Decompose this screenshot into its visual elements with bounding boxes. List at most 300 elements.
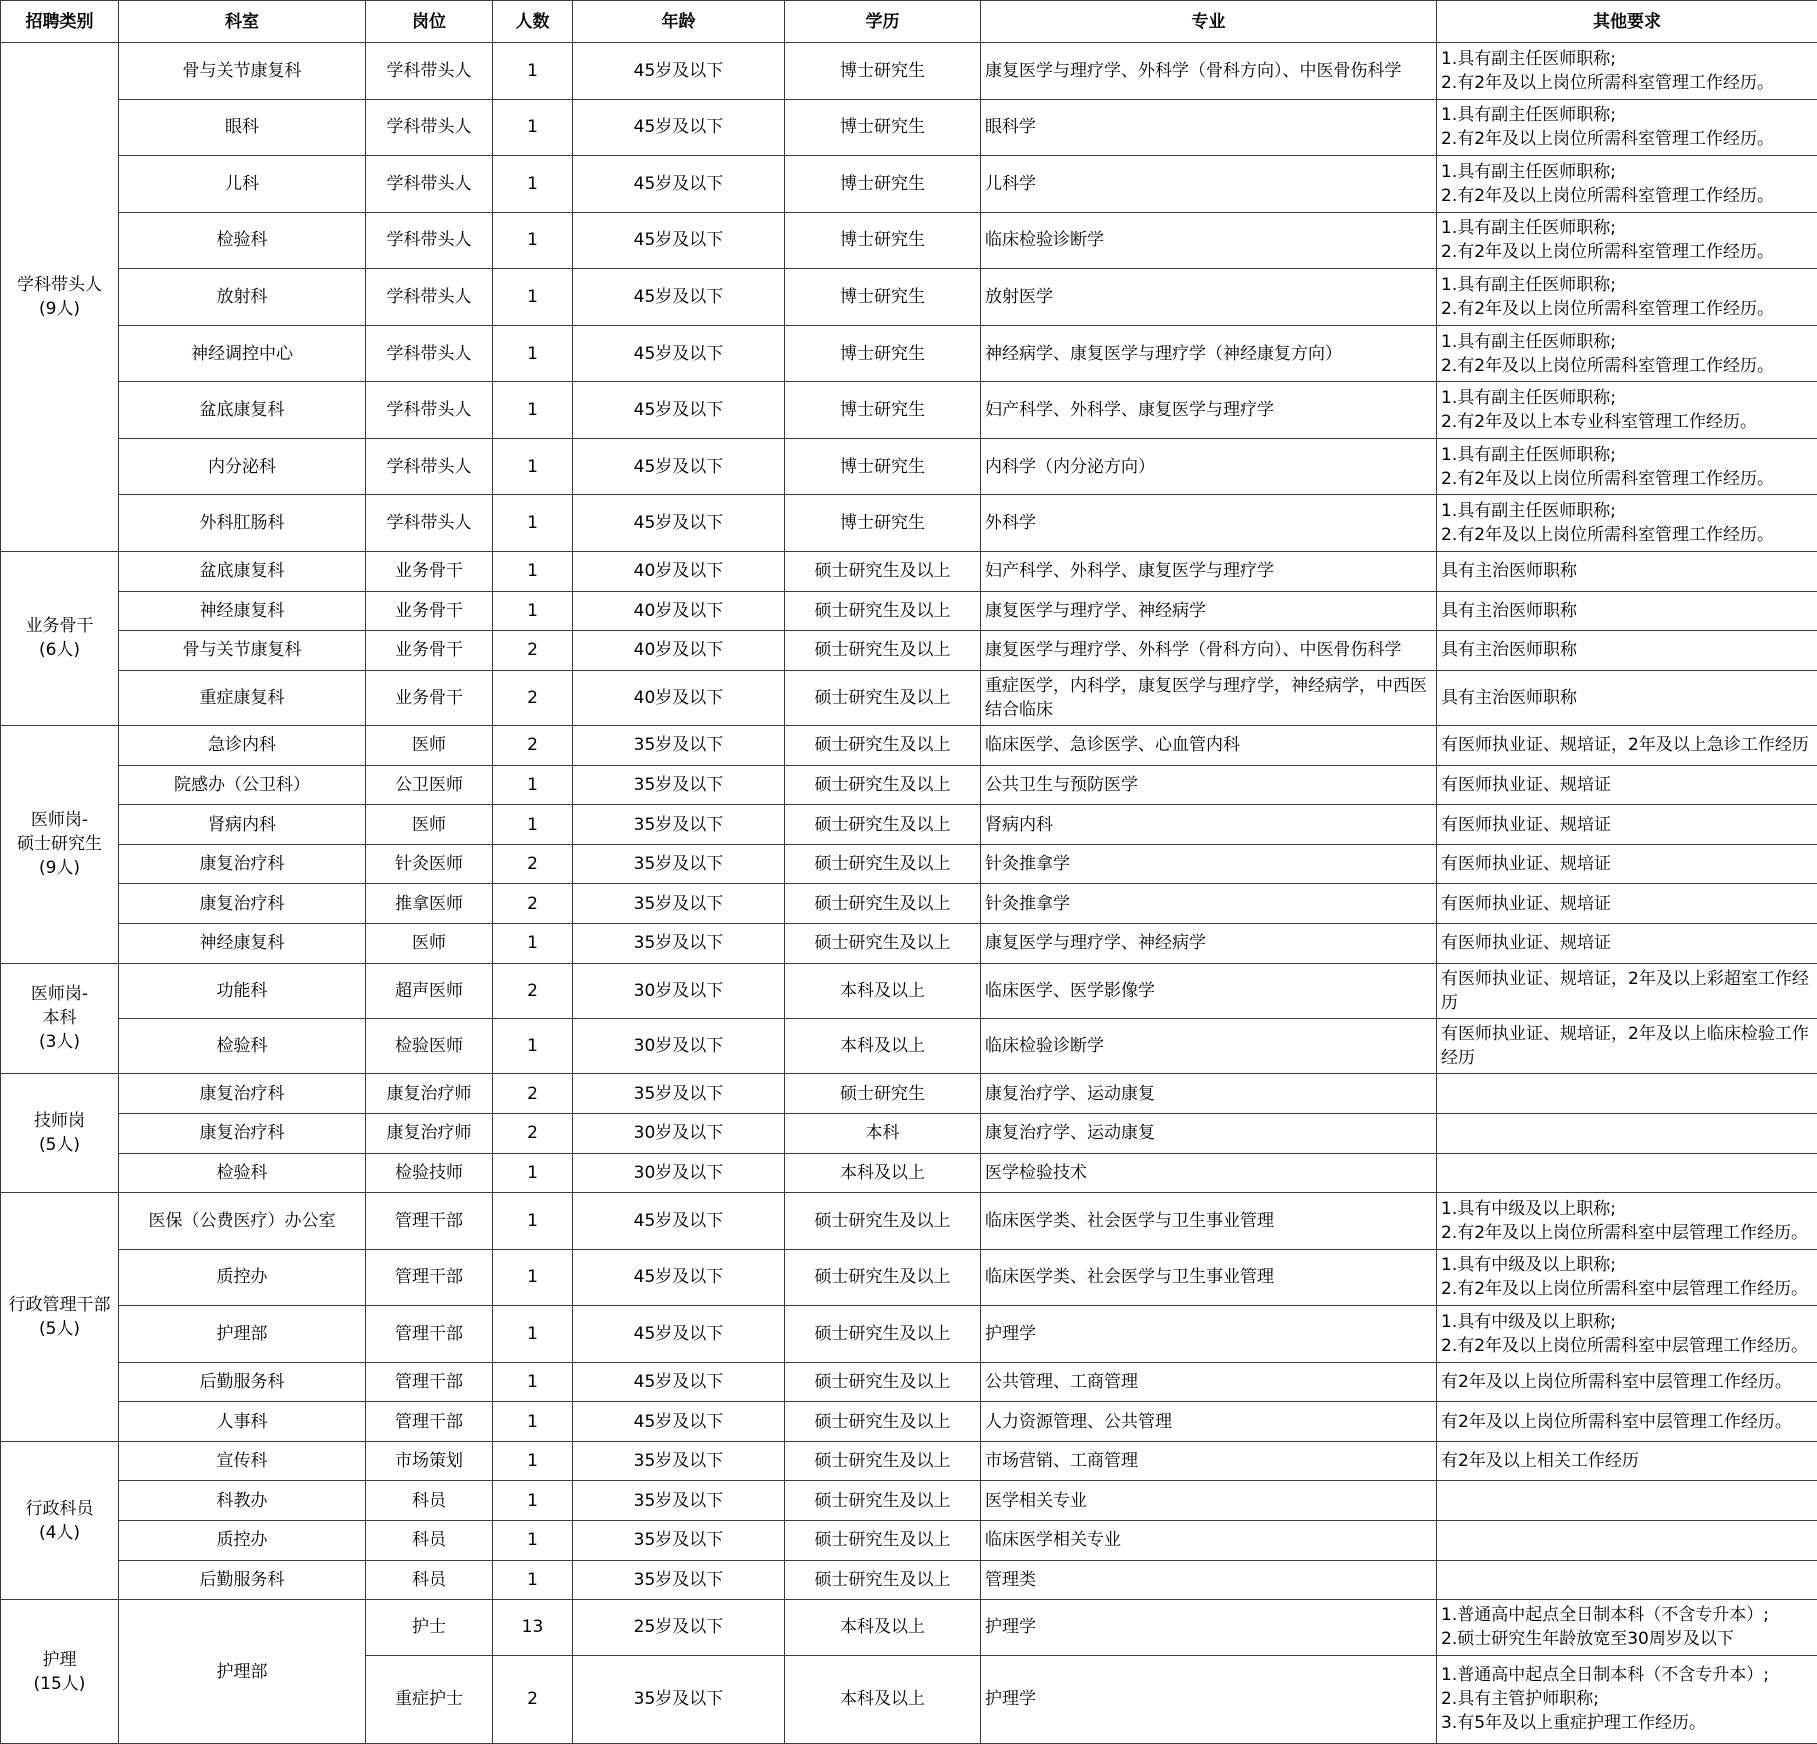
requirement-line: 有2年及以上相关工作经历 xyxy=(1441,1451,1639,1472)
requirement-line: 有医师执业证、规培证 xyxy=(1441,774,1611,795)
position-cell: 学科带头人 xyxy=(366,495,493,552)
table-row xyxy=(1,670,1817,725)
position-cell: 医师 xyxy=(366,726,493,766)
major-cell: 放射医学 xyxy=(981,269,1437,326)
table-row xyxy=(1,1074,1817,1114)
position-cell: 检验技师 xyxy=(366,1153,493,1193)
other-requirements-cell xyxy=(1437,99,1817,156)
education-cell: 博士研究生 xyxy=(785,495,981,552)
requirement-line: 2.有2年及以上岗位所需科室管理工作经历。 xyxy=(1441,355,1775,376)
position-cell: 业务骨干 xyxy=(366,591,493,631)
position-cell: 学科带头人 xyxy=(366,212,493,269)
department-cell: 盆底康复科 xyxy=(119,382,366,439)
category-cell xyxy=(1,726,119,963)
department-cell: 康复治疗科 xyxy=(119,1113,366,1153)
education-cell: 硕士研究生及以上 xyxy=(785,1362,981,1402)
other-requirements-cell xyxy=(1437,325,1817,382)
header-other: 其他要求 xyxy=(1437,1,1817,43)
category-label-line: (9人) xyxy=(38,298,81,319)
education-cell: 本科及以上 xyxy=(785,1153,981,1193)
table-row xyxy=(1,631,1817,671)
department-cell: 康复治疗科 xyxy=(119,844,366,884)
table-row xyxy=(1,963,1817,1018)
major-cell: 神经病学、康复医学与理疗学（神经康复方向） xyxy=(981,325,1437,382)
education-cell: 硕士研究生及以上 xyxy=(785,1193,981,1250)
category-label-line: 医师岗- xyxy=(30,810,89,831)
age-cell: 35岁及以下 xyxy=(573,1074,785,1114)
table-row xyxy=(1,1521,1817,1561)
count-cell: 1 xyxy=(493,805,573,845)
table-row xyxy=(1,923,1817,963)
age-cell: 45岁及以下 xyxy=(573,1402,785,1442)
age-cell: 35岁及以下 xyxy=(573,844,785,884)
department-cell: 检验科 xyxy=(119,1153,366,1193)
count-cell: 2 xyxy=(493,726,573,766)
header-position: 岗位 xyxy=(366,1,493,43)
major-cell: 护理学 xyxy=(981,1655,1437,1743)
table-row xyxy=(1,156,1817,213)
education-cell: 博士研究生 xyxy=(785,382,981,439)
education-cell: 博士研究生 xyxy=(785,325,981,382)
education-cell: 硕士研究生及以上 xyxy=(785,1481,981,1521)
department-cell: 神经康复科 xyxy=(119,923,366,963)
education-cell: 硕士研究生及以上 xyxy=(785,1306,981,1363)
education-cell: 硕士研究生及以上 xyxy=(785,765,981,805)
header-education: 学历 xyxy=(785,1,981,43)
table-row xyxy=(1,1441,1817,1481)
requirement-line: 2.有2年及以上岗位所需科室管理工作经历。 xyxy=(1441,468,1775,489)
category-cell xyxy=(1,1600,119,1744)
count-cell: 1 xyxy=(493,1481,573,1521)
department-cell: 内分泌科 xyxy=(119,438,366,495)
major-cell: 管理类 xyxy=(981,1560,1437,1600)
other-requirements-cell xyxy=(1437,156,1817,213)
position-cell: 管理干部 xyxy=(366,1362,493,1402)
age-cell: 45岁及以下 xyxy=(573,43,785,100)
department-cell: 神经康复科 xyxy=(119,591,366,631)
major-cell: 儿科学 xyxy=(981,156,1437,213)
position-cell: 医师 xyxy=(366,923,493,963)
table-row xyxy=(1,495,1817,552)
education-cell: 硕士研究生及以上 xyxy=(785,1402,981,1442)
major-cell: 康复医学与理疗学、外科学（骨科方向）、中医骨伤科学 xyxy=(981,631,1437,671)
department-cell: 康复治疗科 xyxy=(119,1074,366,1114)
position-cell: 康复治疗师 xyxy=(366,1113,493,1153)
other-requirements-cell xyxy=(1437,1402,1817,1442)
education-cell: 硕士研究生及以上 xyxy=(785,1441,981,1481)
position-cell: 科员 xyxy=(366,1481,493,1521)
table-row xyxy=(1,1249,1817,1306)
table-row xyxy=(1,1306,1817,1363)
requirement-line: 具有主治医师职称 xyxy=(1441,640,1577,661)
count-cell: 1 xyxy=(493,1362,573,1402)
header-category: 招聘类别 xyxy=(1,1,119,43)
age-cell: 45岁及以下 xyxy=(573,1306,785,1363)
requirement-line: 有医师执业证、规培证 xyxy=(1441,933,1611,954)
major-cell: 康复治疗学、运动康复 xyxy=(981,1074,1437,1114)
age-cell: 45岁及以下 xyxy=(573,1362,785,1402)
position-cell: 检验医师 xyxy=(366,1018,493,1073)
other-requirements-cell xyxy=(1437,1441,1817,1481)
header-department: 科室 xyxy=(119,1,366,43)
table-row xyxy=(1,1560,1817,1600)
other-requirements-cell xyxy=(1437,726,1817,766)
requirement-line: 2.有2年及以上岗位所需科室中层管理工作经历。 xyxy=(1441,1222,1809,1243)
requirement-line: 3.有5年及以上重症护理工作经历。 xyxy=(1441,1713,1707,1734)
education-cell: 硕士研究生及以上 xyxy=(785,884,981,924)
count-cell: 1 xyxy=(493,1441,573,1481)
age-cell: 45岁及以下 xyxy=(573,325,785,382)
age-cell: 35岁及以下 xyxy=(573,1521,785,1561)
category-label-line: (4人) xyxy=(38,1522,81,1543)
requirement-line: 1.普通高中起点全日制本科（不含专升本）; xyxy=(1441,1605,1769,1626)
major-cell: 临床医学、急诊医学、心血管内科 xyxy=(981,726,1437,766)
count-cell: 2 xyxy=(493,884,573,924)
age-cell: 35岁及以下 xyxy=(573,1560,785,1600)
category-label-line: (15人) xyxy=(33,1673,86,1694)
count-cell: 1 xyxy=(493,382,573,439)
position-cell: 针灸医师 xyxy=(366,844,493,884)
department-cell: 院感办（公卫科） xyxy=(119,765,366,805)
other-requirements-cell xyxy=(1437,1153,1817,1193)
header-count: 人数 xyxy=(493,1,573,43)
major-cell: 市场营销、工商管理 xyxy=(981,1441,1437,1481)
count-cell: 2 xyxy=(493,1655,573,1743)
category-label-line: 医师岗- xyxy=(30,984,89,1005)
major-cell: 康复医学与理疗学、外科学（骨科方向）、中医骨伤科学 xyxy=(981,43,1437,100)
education-cell: 本科 xyxy=(785,1113,981,1153)
count-cell: 1 xyxy=(493,1018,573,1073)
table-row xyxy=(1,726,1817,766)
other-requirements-cell xyxy=(1437,1600,1817,1655)
requirement-line: 有医师执业证、规培证 xyxy=(1441,814,1611,835)
requirement-line: 1.具有副主任医师职称; xyxy=(1441,274,1616,295)
major-cell: 康复医学与理疗学、神经病学 xyxy=(981,591,1437,631)
requirement-line: 2.有2年及以上岗位所需科室管理工作经历。 xyxy=(1441,242,1775,263)
table-row xyxy=(1,1402,1817,1442)
department-cell: 护理部 xyxy=(119,1600,366,1744)
education-cell: 本科及以上 xyxy=(785,1655,981,1743)
other-requirements-cell xyxy=(1437,1481,1817,1521)
major-cell: 临床医学类、社会医学与卫生事业管理 xyxy=(981,1193,1437,1250)
department-cell: 儿科 xyxy=(119,156,366,213)
count-cell: 1 xyxy=(493,1560,573,1600)
age-cell: 40岁及以下 xyxy=(573,551,785,591)
education-cell: 硕士研究生及以上 xyxy=(785,670,981,725)
position-cell: 护士 xyxy=(366,1600,493,1655)
age-cell: 25岁及以下 xyxy=(573,1600,785,1655)
age-cell: 45岁及以下 xyxy=(573,382,785,439)
other-requirements-cell xyxy=(1437,844,1817,884)
age-cell: 40岁及以下 xyxy=(573,631,785,671)
requirement-line: 具有主治医师职称 xyxy=(1441,687,1577,708)
age-cell: 45岁及以下 xyxy=(573,269,785,326)
major-cell: 临床医学相关专业 xyxy=(981,1521,1437,1561)
position-cell: 医师 xyxy=(366,805,493,845)
other-requirements-cell xyxy=(1437,1018,1817,1073)
education-cell: 硕士研究生及以上 xyxy=(785,726,981,766)
education-cell: 硕士研究生及以上 xyxy=(785,551,981,591)
count-cell: 2 xyxy=(493,631,573,671)
major-cell: 公共卫生与预防医学 xyxy=(981,765,1437,805)
education-cell: 博士研究生 xyxy=(785,43,981,100)
requirement-line: 有医师执业证、规培证，2年及以上彩超室工作经历 xyxy=(1441,968,1809,1013)
other-requirements-cell xyxy=(1437,382,1817,439)
requirement-line: 有医师执业证、规培证，2年及以上临床检验工作经历 xyxy=(1441,1024,1809,1069)
category-cell xyxy=(1,43,119,552)
requirement-line: 1.具有副主任医师职称; xyxy=(1441,501,1616,522)
age-cell: 30岁及以下 xyxy=(573,1018,785,1073)
major-cell: 针灸推拿学 xyxy=(981,844,1437,884)
table-row xyxy=(1,382,1817,439)
count-cell: 1 xyxy=(493,551,573,591)
other-requirements-cell xyxy=(1437,1362,1817,1402)
table-row xyxy=(1,43,1817,100)
position-cell: 管理干部 xyxy=(366,1193,493,1250)
table-row xyxy=(1,1362,1817,1402)
category-label-line: 护理 xyxy=(42,1649,77,1670)
count-cell: 1 xyxy=(493,1521,573,1561)
age-cell: 45岁及以下 xyxy=(573,156,785,213)
requirement-line: 2.硕士研究生年龄放宽至30周岁及以下 xyxy=(1441,1629,1734,1650)
other-requirements-cell xyxy=(1437,631,1817,671)
other-requirements-cell xyxy=(1437,1193,1817,1250)
major-cell: 重症医学，内科学，康复医学与理疗学，神经病学，中西医结合临床 xyxy=(981,670,1437,725)
department-cell: 护理部 xyxy=(119,1306,366,1363)
education-cell: 博士研究生 xyxy=(785,156,981,213)
department-cell: 功能科 xyxy=(119,963,366,1018)
education-cell: 本科及以上 xyxy=(785,1018,981,1073)
requirement-line: 1.具有副主任医师职称; xyxy=(1441,161,1616,182)
age-cell: 40岁及以下 xyxy=(573,591,785,631)
major-cell: 针灸推拿学 xyxy=(981,884,1437,924)
table-row xyxy=(1,884,1817,924)
table-row xyxy=(1,765,1817,805)
requirement-line: 2.有2年及以上岗位所需科室中层管理工作经历。 xyxy=(1441,1279,1809,1300)
department-cell: 宣传科 xyxy=(119,1441,366,1481)
table-row xyxy=(1,212,1817,269)
major-cell: 肾病内科 xyxy=(981,805,1437,845)
department-cell: 重症康复科 xyxy=(119,670,366,725)
other-requirements-cell xyxy=(1437,963,1817,1018)
age-cell: 35岁及以下 xyxy=(573,805,785,845)
age-cell: 45岁及以下 xyxy=(573,1249,785,1306)
requirement-line: 1.具有副主任医师职称; xyxy=(1441,331,1616,352)
age-cell: 35岁及以下 xyxy=(573,923,785,963)
major-cell: 内科学（内分泌方向） xyxy=(981,438,1437,495)
department-cell: 神经调控中心 xyxy=(119,325,366,382)
count-cell: 13 xyxy=(493,1600,573,1655)
requirement-line: 有2年及以上岗位所需科室中层管理工作经历。 xyxy=(1441,1411,1792,1432)
table-row xyxy=(1,1600,1817,1655)
table-row xyxy=(1,591,1817,631)
age-cell: 45岁及以下 xyxy=(573,99,785,156)
department-cell: 检验科 xyxy=(119,1018,366,1073)
position-cell: 业务骨干 xyxy=(366,631,493,671)
category-label-line: 业务骨干 xyxy=(25,616,94,637)
education-cell: 硕士研究生及以上 xyxy=(785,923,981,963)
age-cell: 30岁及以下 xyxy=(573,963,785,1018)
education-cell: 本科及以上 xyxy=(785,963,981,1018)
department-cell: 质控办 xyxy=(119,1249,366,1306)
position-cell: 学科带头人 xyxy=(366,269,493,326)
age-cell: 35岁及以下 xyxy=(573,1441,785,1481)
table-row xyxy=(1,438,1817,495)
category-cell xyxy=(1,1193,119,1442)
requirement-line: 1.具有中级及以上职称; xyxy=(1441,1255,1616,1276)
department-cell: 眼科 xyxy=(119,99,366,156)
category-label-line: (3人) xyxy=(38,1032,81,1053)
department-cell: 医保（公费医疗）办公室 xyxy=(119,1193,366,1250)
table-row xyxy=(1,551,1817,591)
major-cell: 妇产科学、外科学、康复医学与理疗学 xyxy=(981,382,1437,439)
count-cell: 1 xyxy=(493,325,573,382)
other-requirements-cell xyxy=(1437,438,1817,495)
age-cell: 35岁及以下 xyxy=(573,1655,785,1743)
education-cell: 博士研究生 xyxy=(785,212,981,269)
position-cell: 学科带头人 xyxy=(366,382,493,439)
count-cell: 1 xyxy=(493,212,573,269)
other-requirements-cell xyxy=(1437,43,1817,100)
count-cell: 2 xyxy=(493,963,573,1018)
requirement-line: 1.具有副主任医师职称; xyxy=(1441,218,1616,239)
other-requirements-cell xyxy=(1437,212,1817,269)
major-cell: 妇产科学、外科学、康复医学与理疗学 xyxy=(981,551,1437,591)
count-cell: 1 xyxy=(493,269,573,326)
department-cell: 人事科 xyxy=(119,1402,366,1442)
age-cell: 45岁及以下 xyxy=(573,212,785,269)
category-label-line: 本科 xyxy=(42,1008,77,1029)
department-cell: 盆底康复科 xyxy=(119,551,366,591)
position-cell: 学科带头人 xyxy=(366,325,493,382)
education-cell: 硕士研究生及以上 xyxy=(785,1521,981,1561)
requirement-line: 1.具有副主任医师职称; xyxy=(1441,105,1616,126)
position-cell: 管理干部 xyxy=(366,1402,493,1442)
category-label-line: 学科带头人 xyxy=(17,274,102,295)
category-cell xyxy=(1,1074,119,1193)
count-cell: 1 xyxy=(493,765,573,805)
major-cell: 临床检验诊断学 xyxy=(981,1018,1437,1073)
major-cell: 医学检验技术 xyxy=(981,1153,1437,1193)
department-cell: 后勤服务科 xyxy=(119,1560,366,1600)
position-cell: 重症护士 xyxy=(366,1655,493,1743)
count-cell: 1 xyxy=(493,1402,573,1442)
age-cell: 35岁及以下 xyxy=(573,765,785,805)
position-cell: 康复治疗师 xyxy=(366,1074,493,1114)
department-cell: 骨与关节康复科 xyxy=(119,43,366,100)
age-cell: 35岁及以下 xyxy=(573,726,785,766)
requirement-line: 具有主治医师职称 xyxy=(1441,600,1577,621)
count-cell: 2 xyxy=(493,844,573,884)
department-cell: 科教办 xyxy=(119,1481,366,1521)
requirement-line: 2.有2年及以上岗位所需科室管理工作经历。 xyxy=(1441,72,1775,93)
age-cell: 45岁及以下 xyxy=(573,438,785,495)
header-age: 年龄 xyxy=(573,1,785,43)
major-cell: 康复治疗学、运动康复 xyxy=(981,1113,1437,1153)
count-cell: 1 xyxy=(493,438,573,495)
department-cell: 检验科 xyxy=(119,212,366,269)
age-cell: 35岁及以下 xyxy=(573,1481,785,1521)
major-cell: 医学相关专业 xyxy=(981,1481,1437,1521)
department-cell: 骨与关节康复科 xyxy=(119,631,366,671)
department-cell: 外科肛肠科 xyxy=(119,495,366,552)
education-cell: 博士研究生 xyxy=(785,269,981,326)
education-cell: 硕士研究生及以上 xyxy=(785,631,981,671)
header-major: 专业 xyxy=(981,1,1437,43)
other-requirements-cell xyxy=(1437,591,1817,631)
requirement-line: 2.有2年及以上岗位所需科室管理工作经历。 xyxy=(1441,298,1775,319)
other-requirements-cell xyxy=(1437,1655,1817,1743)
education-cell: 硕士研究生及以上 xyxy=(785,844,981,884)
count-cell: 1 xyxy=(493,1249,573,1306)
major-cell: 外科学 xyxy=(981,495,1437,552)
count-cell: 1 xyxy=(493,1306,573,1363)
table-row xyxy=(1,1113,1817,1153)
table-row xyxy=(1,1153,1817,1193)
requirement-line: 2.具有主管护师职称; xyxy=(1441,1689,1599,1710)
category-label-line: (5人) xyxy=(38,1318,81,1339)
category-cell xyxy=(1,1441,119,1599)
position-cell: 业务骨干 xyxy=(366,670,493,725)
other-requirements-cell xyxy=(1437,551,1817,591)
requirement-line: 2.有2年及以上岗位所需科室中层管理工作经历。 xyxy=(1441,1335,1809,1356)
position-cell: 科员 xyxy=(366,1560,493,1600)
other-requirements-cell xyxy=(1437,1249,1817,1306)
category-label-line: (9人) xyxy=(38,858,81,879)
position-cell: 学科带头人 xyxy=(366,438,493,495)
requirement-line: 1.具有副主任医师职称; xyxy=(1441,444,1616,465)
requirement-line: 1.普通高中起点全日制本科（不含专升本）; xyxy=(1441,1665,1769,1686)
other-requirements-cell xyxy=(1437,884,1817,924)
education-cell: 硕士研究生及以上 xyxy=(785,1249,981,1306)
age-cell: 40岁及以下 xyxy=(573,670,785,725)
requirement-line: 2.有2年及以上岗位所需科室管理工作经历。 xyxy=(1441,185,1775,206)
major-cell: 眼科学 xyxy=(981,99,1437,156)
major-cell: 康复医学与理疗学、神经病学 xyxy=(981,923,1437,963)
age-cell: 35岁及以下 xyxy=(573,884,785,924)
major-cell: 护理学 xyxy=(981,1306,1437,1363)
requirement-line: 2.有2年及以上岗位所需科室管理工作经历。 xyxy=(1441,525,1775,546)
major-cell: 临床医学、医学影像学 xyxy=(981,963,1437,1018)
major-cell: 公共管理、工商管理 xyxy=(981,1362,1437,1402)
position-cell: 超声医师 xyxy=(366,963,493,1018)
requirement-line: 1.具有中级及以上职称; xyxy=(1441,1311,1616,1332)
position-cell: 管理干部 xyxy=(366,1306,493,1363)
department-cell: 放射科 xyxy=(119,269,366,326)
position-cell: 科员 xyxy=(366,1521,493,1561)
category-cell xyxy=(1,963,119,1074)
department-cell: 康复治疗科 xyxy=(119,884,366,924)
position-cell: 市场策划 xyxy=(366,1441,493,1481)
position-cell: 管理干部 xyxy=(366,1249,493,1306)
age-cell: 45岁及以下 xyxy=(573,495,785,552)
position-cell: 学科带头人 xyxy=(366,156,493,213)
other-requirements-cell xyxy=(1437,1560,1817,1600)
count-cell: 1 xyxy=(493,923,573,963)
major-cell: 人力资源管理、公共管理 xyxy=(981,1402,1437,1442)
table-row xyxy=(1,269,1817,326)
other-requirements-cell xyxy=(1437,923,1817,963)
category-label-line: (6人) xyxy=(38,640,81,661)
education-cell: 硕士研究生 xyxy=(785,1074,981,1114)
education-cell: 博士研究生 xyxy=(785,438,981,495)
requirement-line: 1.具有中级及以上职称; xyxy=(1441,1198,1616,1219)
table-row xyxy=(1,99,1817,156)
count-cell: 1 xyxy=(493,156,573,213)
age-cell: 30岁及以下 xyxy=(573,1113,785,1153)
position-cell: 公卫医师 xyxy=(366,765,493,805)
count-cell: 2 xyxy=(493,670,573,725)
